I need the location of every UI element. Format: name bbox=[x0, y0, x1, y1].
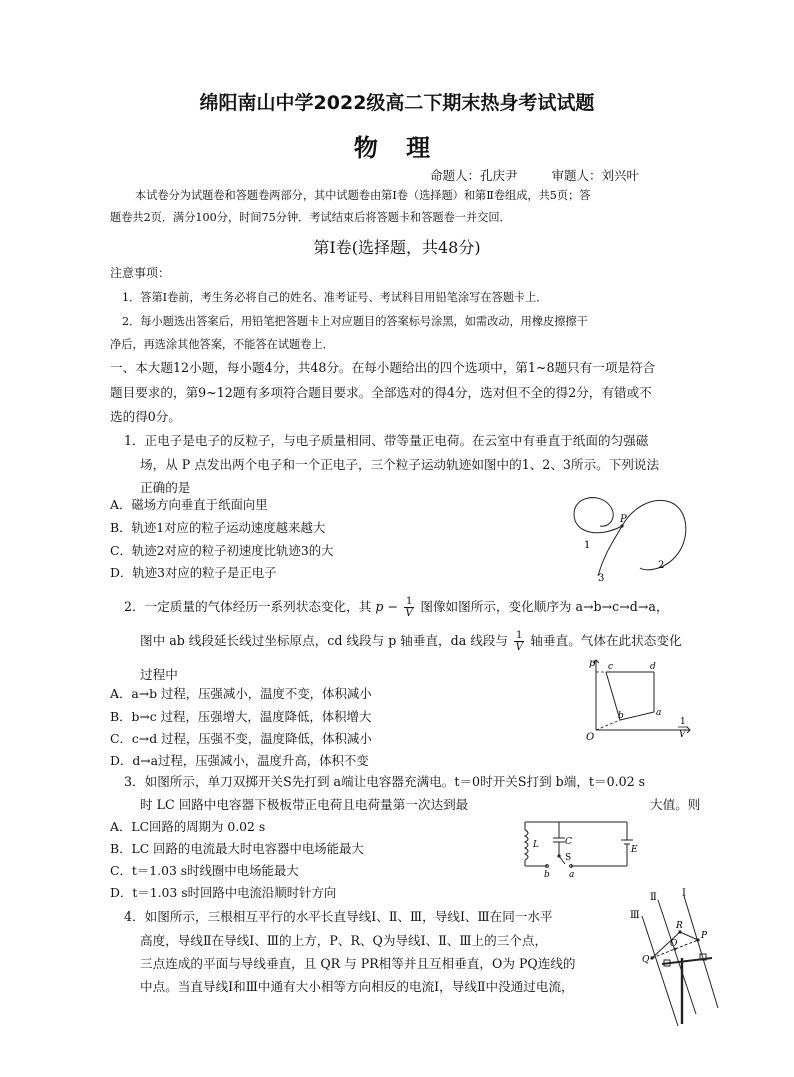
q4-stem-line-4: 中点。当直导线Ⅰ和Ⅲ中通有大小相等方向相反的电流I，导线Ⅱ中没通过电流， bbox=[140, 979, 574, 994]
q4-label-p: P bbox=[701, 931, 708, 941]
q3-lc-circuit-figure bbox=[515, 816, 645, 880]
notice-2-line-2: 净后，再选涂其他答案，不能答在试题卷上． bbox=[110, 338, 334, 351]
q4-label-q: Q bbox=[642, 955, 650, 965]
notice-1: 1．答第Ⅰ卷前，考生务必将自己的姓名、准考证号、考试科目用铅笔涂写在答题卡上． bbox=[122, 291, 548, 304]
q2-option-c: C．c→d 过程，压强不变，温度降低，体积减小 bbox=[110, 731, 372, 746]
exam-title: 绵阳南山中学2022级高二下期末热身考试试题 bbox=[199, 92, 595, 114]
q4-label-wire-1: Ⅰ bbox=[682, 888, 686, 899]
q3-stem-line-1: 3．如图所示，单刀双掷开关S先打到 a端让电容器充满电。t＝0时开关S打到 b端，t＝0.02 s bbox=[124, 774, 646, 789]
q4-point-p bbox=[696, 938, 699, 941]
notice-label: 注意事项： bbox=[110, 266, 171, 280]
q3-label-b: b bbox=[544, 870, 550, 880]
q3-option-a: A．LC回路的周期为 0.02 s bbox=[110, 819, 266, 834]
q4-label-wire-2: Ⅱ bbox=[650, 892, 657, 903]
part-instructions-line-1: 一、本大题12小题，每小题4分，共48分。在每小题给出的四个选项中，第1~8题只有一项是符合 bbox=[110, 360, 656, 375]
q1-label-1: 1 bbox=[584, 540, 591, 551]
q1-stem-line-3: 正确的是 bbox=[140, 480, 191, 495]
q4-point-q bbox=[650, 956, 653, 959]
q2-label-d: d bbox=[650, 662, 656, 672]
q2-axis-one: 1 bbox=[680, 717, 686, 727]
intro-line-2: 题卷共2页．满分100分，时间75分钟．考试结束后将答题卡和答题卷一并交回． bbox=[110, 211, 511, 224]
q3-label-l: L bbox=[533, 840, 539, 850]
q2-fraction-1-den: V bbox=[405, 608, 413, 619]
q2-stem-text-a: 2．一定质量的气体经历一系列状态变化，其 bbox=[124, 599, 372, 614]
q3-label-a: a bbox=[569, 870, 575, 880]
q2-label-a: a bbox=[656, 708, 662, 718]
q1-label-3: 3 bbox=[598, 573, 605, 584]
q2-axis-v: V bbox=[679, 730, 686, 740]
q4-label-o: O bbox=[670, 939, 678, 949]
q1-label-2: 2 bbox=[658, 560, 665, 571]
q2-stem-line-1 bbox=[124, 596, 668, 619]
q4-stem-line-1: 4．如图所示，三根相互平行的水平长直导线Ⅰ、Ⅱ、Ⅲ，导线Ⅰ、Ⅲ在同一水平 bbox=[124, 909, 553, 924]
q2-option-b: B．b→c 过程，压强增大，温度降低，体积增大 bbox=[110, 709, 372, 724]
q3-stem-line-2b: 大值。则 bbox=[650, 797, 701, 812]
q3-label-e: E bbox=[631, 845, 638, 855]
q2-fraction-1 bbox=[404, 596, 414, 619]
notice-2-line-1: 2．每小题选出答案后，用铅笔把答题卡上对应题目的答案标号涂黑，如需改动，用橡皮擦擦干 bbox=[122, 315, 588, 328]
q2-minus: − bbox=[387, 599, 398, 614]
q2-fraction-1-num: 1 bbox=[405, 596, 413, 607]
q1-stem-line-2: 场，从 P 点发出两个电子和一个正电子，三个粒子运动轨迹如图中的1、2、3所示。下列说法 bbox=[140, 457, 660, 472]
reviewer: 审题人：刘兴叶 bbox=[551, 168, 640, 183]
q4-label-r: R bbox=[676, 921, 683, 931]
q2-fraction-2-num: 1 bbox=[516, 630, 523, 641]
q1-trajectory-figure bbox=[560, 488, 700, 586]
q1-label-p: P bbox=[620, 514, 627, 525]
q2-p-symbol: p bbox=[375, 599, 384, 614]
q2-label-b: b bbox=[618, 711, 624, 721]
q2-stem-text-b: 图像如图所示，变化顺序为 a→b→c→d→a， bbox=[420, 599, 669, 614]
q2-stem-text-c: 图中 ab 线段延长线过坐标原点，cd 线段与 p 轴垂直，da 线段与 bbox=[140, 633, 508, 648]
q3-stem-line-2a: 时 LC 回路中电容器下极板带正电荷且电荷量第一次达到最 bbox=[140, 797, 469, 812]
q2-fraction-2 bbox=[514, 630, 524, 653]
q1-option-c: C．轨迹2对应的粒子初速度比轨迹3的大 bbox=[110, 543, 334, 558]
q2-option-d: D．d→a过程，压强减小，温度升高，体积不变 bbox=[110, 753, 369, 768]
q3-label-s: S bbox=[565, 853, 572, 863]
authors bbox=[430, 166, 673, 184]
q2-label-c: c bbox=[608, 662, 614, 672]
q3-option-d: D．t＝1.03 s时回路中电流沿顺时针方向 bbox=[110, 885, 337, 900]
q1-option-a: A．磁场方向垂直于纸面向里 bbox=[110, 497, 268, 512]
q3-switch-pivot bbox=[557, 854, 560, 857]
q1-option-d: D．轨迹3对应的粒子是正电子 bbox=[110, 565, 277, 580]
part-instructions-line-3: 选的得0分。 bbox=[110, 409, 181, 424]
q2-stem-text-d: 轴垂直。气体在此状态变化 bbox=[530, 633, 682, 648]
author: 命题人：孔庆尹 bbox=[430, 168, 518, 183]
q4-label-wire-3: Ⅲ bbox=[630, 910, 640, 921]
q2-pv-figure bbox=[578, 654, 698, 746]
q2-option-a: A．a→b 过程，压强减小，温度不变，体积减小 bbox=[110, 686, 372, 701]
q3-label-c: C bbox=[565, 837, 572, 847]
q3-option-c: C．t＝1.03 s时线圈中电场能最大 bbox=[110, 863, 299, 878]
q4-wires-figure bbox=[622, 888, 722, 1028]
q2-origin: O bbox=[586, 732, 595, 743]
intro-line-1: 本试卷分为试题卷和答题卷两部分，其中试题卷由第Ⅰ卷（选择题）和第Ⅱ卷组成，共5页；答 bbox=[135, 189, 591, 202]
q4-stem-line-3: 三点连成的平面与导线垂直，且 QR 与 PR相等并且互相垂直，O为 PQ连线的 bbox=[140, 956, 576, 971]
subject-title: 物 理 bbox=[353, 134, 441, 162]
q1-option-b: B．轨迹1对应的粒子运动速度越来越大 bbox=[110, 520, 326, 535]
q2-axis-p: p bbox=[589, 658, 596, 669]
q3-option-b: B．LC 回路的电流最大时电容器中电场能最大 bbox=[110, 841, 364, 856]
q2-stem-line-2 bbox=[140, 630, 682, 653]
q2-fraction-2-den: V bbox=[515, 642, 523, 653]
section-title: 第Ⅰ卷(选择题，共48分) bbox=[313, 238, 481, 257]
part-instructions-line-2: 题目要求的，第9~12题有多项符合题目要求。全部选对的得4分，选对但不全的得2分，有错或不 bbox=[110, 385, 652, 400]
q2-stem-line-3: 过程中 bbox=[140, 667, 178, 682]
q1-stem-line-1: 1．正电子是电子的反粒子，与电子质量相同、带等量正电荷。在云室中有垂直于纸面的匀强磁 bbox=[124, 433, 649, 448]
q4-stem-line-2: 高度，导线Ⅱ在导线Ⅰ、Ⅲ的上方，P、R、Q为导线Ⅰ、Ⅱ、Ⅲ上的三个点， bbox=[140, 933, 548, 948]
